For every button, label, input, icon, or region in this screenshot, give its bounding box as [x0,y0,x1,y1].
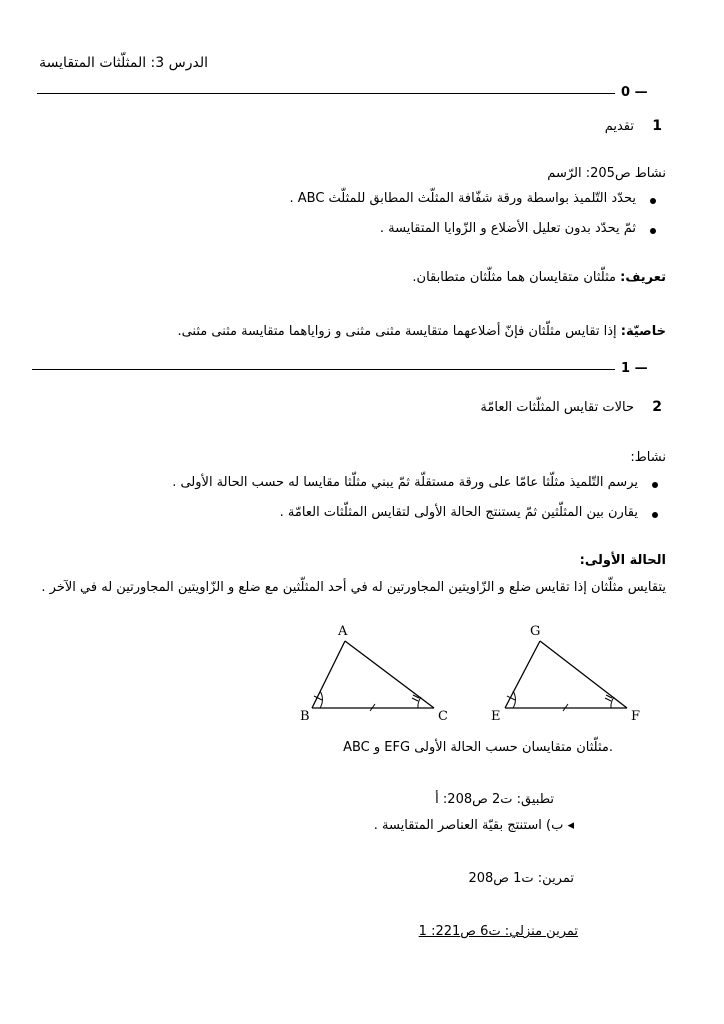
list-item: يقارن بين المثلّثين ثمّ يستنتج الحالة الأولى لتقايس المثلّثات العامّة . [172,505,638,520]
bullet-icon [650,198,656,204]
list-item: يحدّد التّلميذ بواسطة ورقة شفّافة المثلّث المطابق للمثلّث ABC . [289,191,636,221]
vertex-label-f: F [631,709,641,724]
case-1-title: الحالة الأولى: [579,553,666,568]
bullet-icon [652,512,658,518]
section-rule-0 [37,93,615,94]
property-text: إذا تقايس مثلّثان فإنّ أضلاعهما متقايسة مثنى مثنى و زواياهما متقايسة مثنى مثنى. [177,324,621,339]
vertex-label-b: B [300,709,310,724]
definition-label: تعريف: [620,270,666,285]
application-sub: ◂ ب) استنتج بقيّة العناصر المتقايسة . [373,818,574,833]
bullet-icon [652,482,658,488]
section-1-number: 1 [652,118,662,134]
triangle-abc [300,624,448,724]
congruent-triangles-figure [300,618,660,728]
list-item: ثمّ يحدّد بدون تعليل الأضلاع و الزّوايا المتقايسة . [289,221,636,236]
homework-label: تمرين منزلي: ت6 ص221: 1 [418,924,578,939]
activity-2-label: نشاط: [630,450,666,465]
section-2-number: 2 [652,399,662,415]
vertex-label-e: E [491,709,501,724]
vertex-label-g: G [530,624,541,639]
section-1-title: تقديم [604,119,634,134]
triangle-bullet-icon: ◂ [567,818,574,833]
definition [412,270,666,285]
section-2-title: حالات تقايس المثلّثات العامّة [480,400,634,415]
property-label: خاصيّة: [620,324,666,339]
exercise-label: تمرين: ت1 ص208 [468,871,574,886]
activity-2-list [172,475,638,520]
triangle-efg [491,624,640,724]
section-number-0: 0 — [621,85,648,100]
case-1-text: يتقايس مثلّثان إذا تقايس ضلع و الزّاويتين المجاورتين له في أحد المثلّثين مع ضلع و الزّاويتين المجاورتين له في الآخر . [41,580,666,595]
property [177,324,666,339]
activity-1-list [289,191,636,236]
vertex-label-c: C [438,709,448,724]
figure-caption: ABC و EFG مثلّثان متقايسان حسب الحالة الأولى. [343,740,613,755]
vertex-label-a: A [338,624,348,639]
bullet-icon [650,228,656,234]
section-rule-1 [32,369,615,370]
section-number-1: 1 — [621,361,648,376]
lesson-title: الدرس 3: المثلّثات المتقايسة [39,55,208,71]
activity-1-label: نشاط ص205: الرّسم [547,166,666,181]
application-label: تطبيق: ت2 ص208: أ [435,792,554,807]
definition-text: مثلّثان متقايسان هما مثلّثان متطابقان. [412,270,621,285]
list-item: يرسم التّلميذ مثلّثا عامّا على ورقة مستقلّة ثمّ يبني مثلّثا مقايسا له حسب الحالة الأولى . [172,475,638,505]
